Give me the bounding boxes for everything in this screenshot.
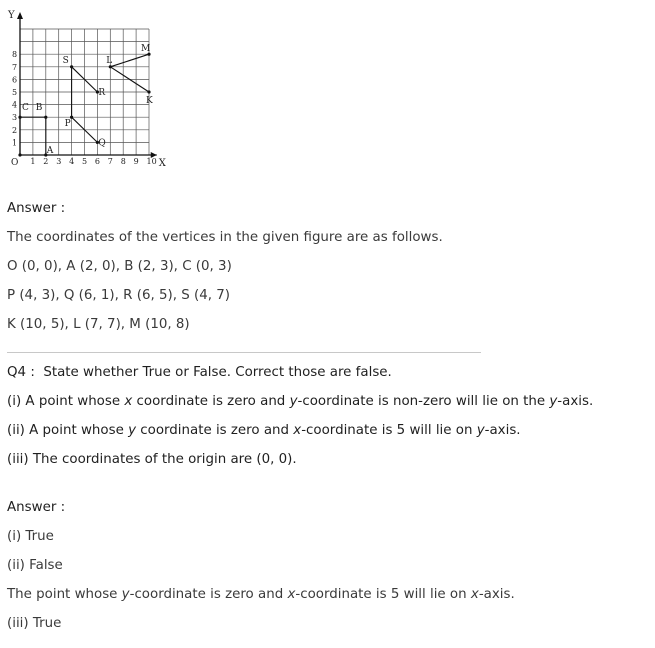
point-o	[18, 153, 21, 156]
y-tick-label: 7	[12, 62, 18, 72]
coords-line-3: K (10, 5), L (7, 7), M (10, 8)	[7, 317, 190, 332]
y-tick-label: 3	[12, 113, 18, 123]
answer-2-i: (i) True	[7, 529, 54, 544]
coords-line-1: O (0, 0), A (2, 0), B (2, 3), C (0, 3)	[7, 259, 232, 274]
point-label-m: M	[141, 44, 151, 55]
divider	[7, 352, 481, 353]
y-tick-label: 2	[12, 125, 18, 135]
answer-2-ii: (ii) False	[7, 558, 63, 573]
point-label-r: R	[98, 88, 106, 98]
coordinate-figure	[0, 0, 190, 172]
point-label-l: L	[106, 55, 113, 66]
x-tick-label: 5	[82, 157, 88, 166]
y-tick-label: 1	[12, 138, 18, 148]
question-4	[7, 364, 392, 382]
x-tick-label: 10	[146, 157, 157, 166]
x-tick-label: 9	[133, 157, 139, 166]
question-text: State whether True or False. Correct those are false.	[43, 365, 392, 380]
x-axis-label: X	[158, 158, 166, 169]
point-k	[147, 90, 150, 93]
y-tick-label: 6	[12, 75, 18, 85]
point-label-q: Q	[98, 138, 106, 149]
point-b	[44, 116, 47, 119]
point-c	[18, 116, 21, 119]
statement-ii: (ii) A point whose y coordinate is zero and x-coordinate is 5 will lie on y-axis.	[7, 423, 521, 438]
x-tick-label: 7	[107, 157, 113, 166]
origin-label: O	[11, 158, 19, 168]
point-label-c: C	[22, 103, 29, 114]
point-label-p: P	[64, 119, 71, 130]
point-s	[70, 65, 73, 68]
statement-iii: (iii) The coordinates of the origin are (0, 0).	[7, 452, 297, 467]
y-axis-arrow	[17, 12, 23, 19]
x-tick-label: 1	[30, 157, 36, 166]
y-axis-label: Y	[8, 10, 15, 21]
shape-segment	[110, 54, 149, 67]
point-label-s: S	[62, 55, 69, 66]
x-tick-label: 4	[69, 157, 75, 166]
answer-2-iii: (iii) True	[7, 616, 62, 631]
y-tick-label: 4	[12, 100, 18, 110]
x-tick-label: 8	[120, 157, 126, 166]
x-tick-label: 3	[56, 157, 62, 166]
answer-intro: The coordinates of the vertices in the given figure are as follows.	[7, 230, 443, 245]
x-tick-label: 6	[94, 157, 100, 166]
point-label-b: B	[35, 103, 43, 114]
coordinate-grid-svg	[0, 0, 190, 172]
coords-line-2: P (4, 3), Q (6, 1), R (6, 5), S (4, 7)	[7, 288, 230, 303]
answer-2-heading: Answer :	[7, 500, 66, 515]
point-label-a: A	[46, 146, 54, 156]
statement-i: (i) A point whose x coordinate is zero and y-coordinate is non-zero will lie on the y-axis.	[7, 394, 594, 409]
x-tick-label: 2	[43, 157, 49, 166]
point-label-k: K	[146, 96, 153, 106]
y-tick-label: 5	[12, 88, 18, 97]
question-label: Q4 :	[7, 365, 35, 380]
y-tick-label: 8	[12, 50, 18, 60]
answer-heading: Answer :	[7, 201, 66, 216]
answer-2-correction: The point whose y-coordinate is zero and x-coordinate is 5 will lie on x-axis.	[7, 587, 515, 602]
